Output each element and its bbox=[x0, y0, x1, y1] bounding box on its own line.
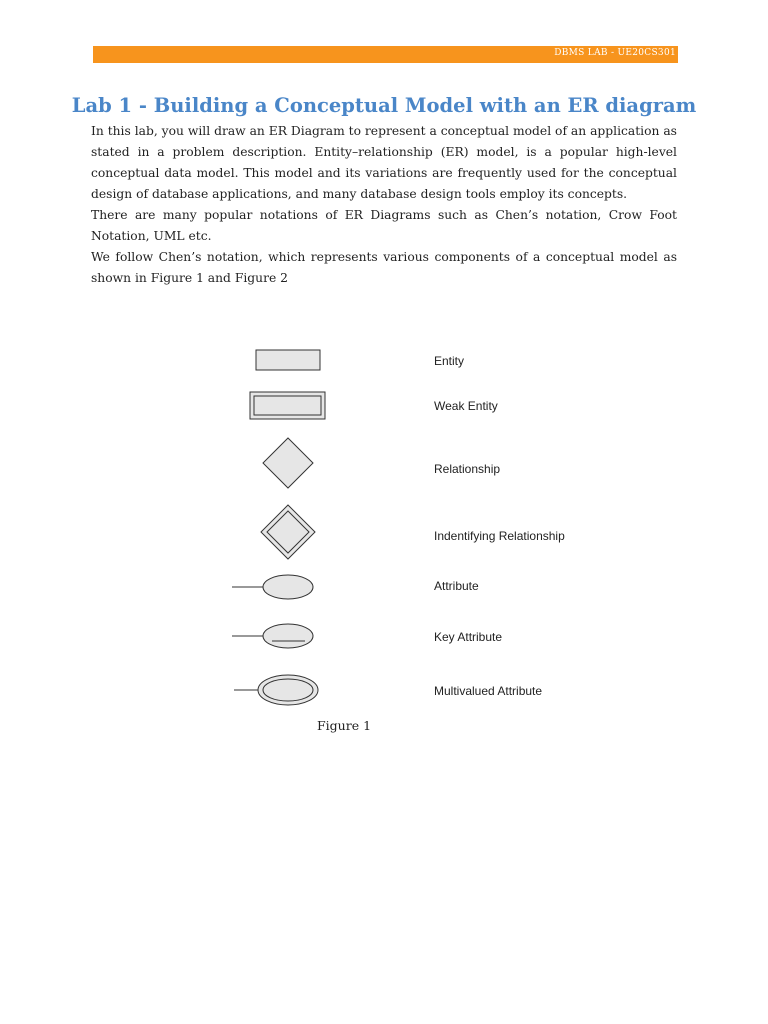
entity-symbol bbox=[256, 350, 320, 370]
label-identifying-relationship: Indentifying Relationship bbox=[434, 529, 565, 543]
figure-caption: Figure 1 bbox=[317, 718, 372, 733]
multivalued-attribute-symbol bbox=[234, 675, 318, 705]
label-weak-entity: Weak Entity bbox=[434, 399, 498, 413]
attribute-symbol bbox=[232, 575, 313, 599]
body-text bbox=[91, 121, 677, 289]
header-text: DBMS LAB - UE20CS301 bbox=[554, 48, 676, 58]
label-relationship: Relationship bbox=[434, 462, 501, 476]
label-multivalued-attribute: Multivalued Attribute bbox=[434, 684, 543, 698]
relationship-symbol bbox=[263, 438, 313, 488]
paragraph-chen: We follow Chen’s notation, which represents various components of a conceptual model as shown in Figure 1 and Figure 2 bbox=[91, 250, 677, 285]
identifying-relationship-symbol bbox=[261, 505, 315, 559]
header-bar bbox=[93, 46, 678, 63]
label-key-attribute: Key Attribute bbox=[434, 630, 503, 644]
paragraph-intro: In this lab, you will draw an ER Diagram to represent a conceptual model of an application as stated in a problem description. Entity–relationship (ER) model, is a popular high-level conceptual data model. This model and its variations are frequently used for the conceptual design of database applications, and many database design tools employ its concepts. bbox=[91, 124, 677, 201]
label-entity: Entity bbox=[434, 354, 465, 368]
page-title: Lab 1 - Building a Conceptual Model with an ER diagram bbox=[71, 94, 697, 117]
paragraph-notations: There are many popular notations of ER Diagrams such as Chen’s notation, Crow Foot Notation, UML etc. bbox=[91, 208, 677, 243]
key-attribute-symbol bbox=[232, 624, 313, 648]
weak-entity-symbol bbox=[250, 392, 325, 419]
label-attribute: Attribute bbox=[434, 579, 479, 593]
